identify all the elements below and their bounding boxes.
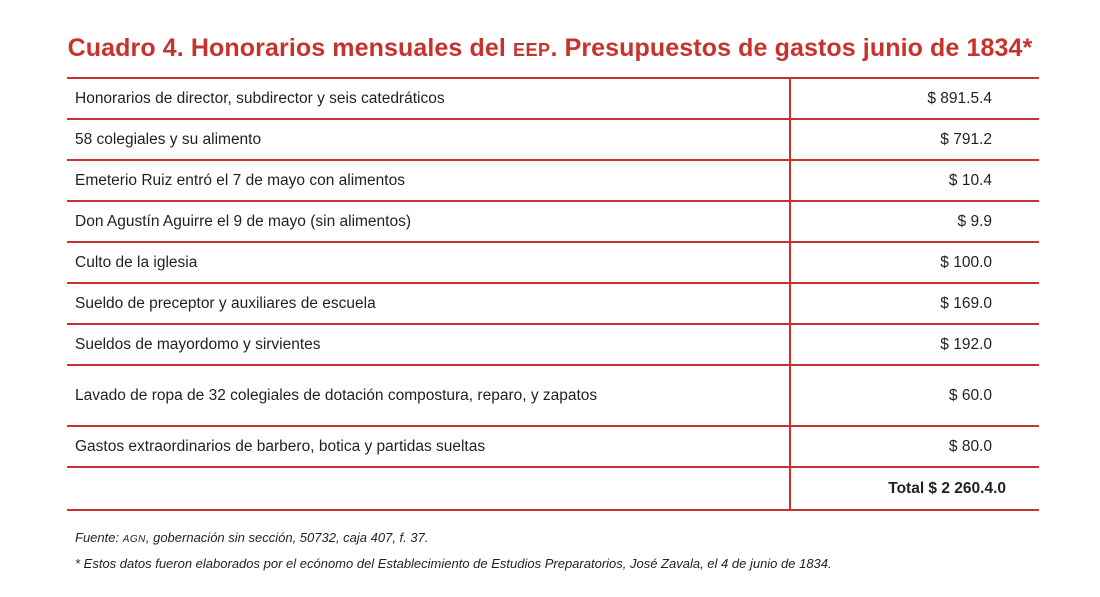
- source-abbreviation: AGN: [122, 534, 146, 545]
- table-row: [67, 78, 1039, 119]
- row-amount: $ 891.5.4: [790, 78, 1039, 119]
- title-text-end: . Presupuestos de gastos junio de 1834*: [550, 34, 1033, 62]
- row-amount: $ 100.0: [790, 242, 1039, 283]
- footnote: * Estos datos fueron elaborados por el ecónomo del Establecimiento de Estudios Preparatorios, José Zavala, el 4 de junio de 1834.: [75, 556, 832, 571]
- table-title: [0, 34, 1100, 63]
- row-amount: $ 10.4: [790, 160, 1039, 201]
- budget-table: [67, 77, 1039, 511]
- row-amount: $ 80.0: [790, 426, 1039, 467]
- row-concept: Sueldo de preceptor y auxiliares de escuela: [67, 283, 790, 324]
- title-abbreviation: EEP: [512, 40, 551, 60]
- row-amount: $ 60.0: [790, 365, 1039, 426]
- row-amount: $ 9.9: [790, 201, 1039, 242]
- total-row: [67, 467, 1039, 510]
- row-concept: Gastos extraordinarios de barbero, botica y partidas sueltas: [67, 426, 790, 467]
- row-amount: $ 169.0: [790, 283, 1039, 324]
- row-amount: $ 192.0: [790, 324, 1039, 365]
- table-notes: [75, 526, 832, 576]
- total-row-empty-cell: [67, 467, 790, 510]
- title-text-start: Cuadro 4. Honorarios mensuales del: [67, 34, 513, 62]
- source-prefix: Fuente:: [75, 530, 123, 545]
- source-note: [75, 526, 832, 552]
- row-concept: 58 colegiales y su alimento: [67, 119, 790, 160]
- table-row: [67, 324, 1039, 365]
- source-text: , gobernación sin sección, 50732, caja 407, f. 37.: [145, 530, 429, 545]
- total-amount: Total $ 2 260.4.0: [790, 467, 1039, 510]
- row-concept: Culto de la iglesia: [67, 242, 790, 283]
- row-concept: Emeterio Ruiz entró el 7 de mayo con alimentos: [67, 160, 790, 201]
- row-concept: Lavado de ropa de 32 colegiales de dotación compostura, reparo, y zapatos: [67, 365, 790, 426]
- table-row: [67, 365, 1039, 426]
- row-amount: $ 791.2: [790, 119, 1039, 160]
- table-row: [67, 119, 1039, 160]
- row-concept: Sueldos de mayordomo y sirvientes: [67, 324, 790, 365]
- row-concept: Honorarios de director, subdirector y seis catedráticos: [67, 78, 790, 119]
- table-row: [67, 160, 1039, 201]
- table-row: [67, 426, 1039, 467]
- row-concept: Don Agustín Aguirre el 9 de mayo (sin alimentos): [67, 201, 790, 242]
- table-row: [67, 283, 1039, 324]
- table-row: [67, 201, 1039, 242]
- table-row: [67, 242, 1039, 283]
